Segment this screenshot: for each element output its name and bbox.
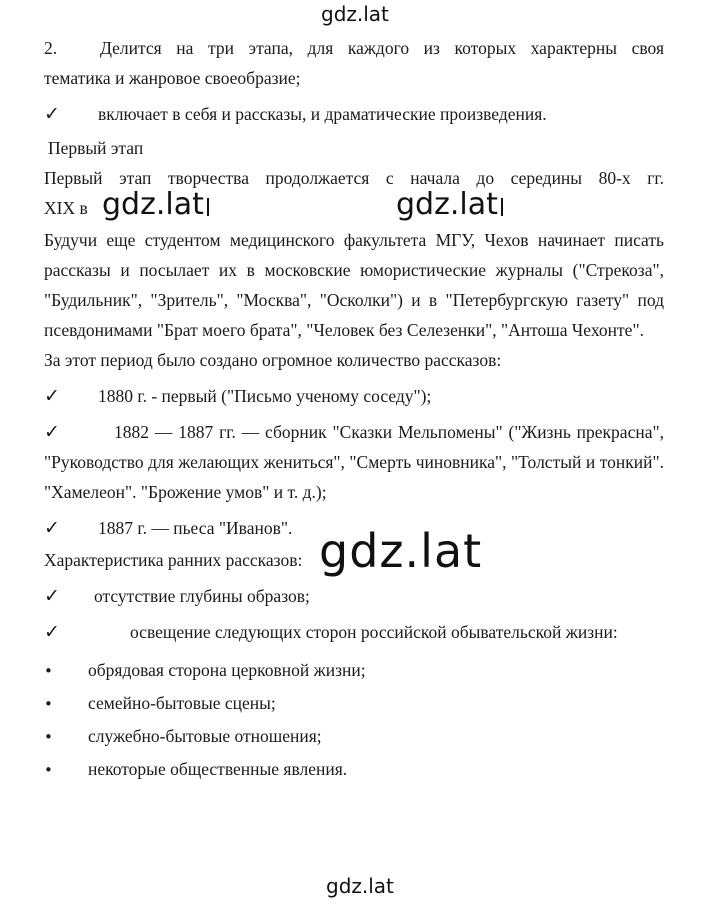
life-aspect-2 bbox=[44, 688, 664, 719]
stage-intro-line-2: XIX в bbox=[44, 198, 88, 218]
watermark-top: gdz.lat bbox=[321, 2, 389, 26]
includes-text: включает в себя и рассказы, и драматические произведения. bbox=[98, 104, 547, 124]
work-item-3 bbox=[44, 513, 664, 543]
check-mark-icon: ✓ bbox=[44, 421, 60, 443]
document-body bbox=[44, 33, 664, 785]
includes-row bbox=[44, 99, 664, 129]
work-item-text: 1882 — 1887 гг. — сборник "Сказки Мельпомены" ("Жизнь прекрасна", "Руководство для желающих жениться", "Смерть чиновника", "Толстый и тонкий". "Хамелеон". "Брожение умов" и т. д.); bbox=[44, 422, 664, 502]
watermark-text: gdz.lat bbox=[396, 187, 498, 222]
period-intro: За этот период было создано огромное количество рассказов: bbox=[44, 350, 502, 370]
watermark-bottom: gdz.lat bbox=[326, 874, 394, 898]
life-aspect-3 bbox=[44, 721, 664, 752]
check-mark-icon: ✓ bbox=[44, 585, 60, 607]
student-paragraph: Будучи еще студентом медицинского факультета МГУ, Чехов начинает писать рассказы и посылает их в московские юмористические журналы ("Стрекоза", "Будильник", "Зритель", "Москва", "Осколки") и в "Петербургскую газету" под псевдонимами "Брат моего брата", "Человек без Селезенки", "Антоша Чехонте". bbox=[44, 230, 664, 340]
life-aspect-text: служебно-бытовые отношения; bbox=[88, 726, 322, 746]
work-item-1 bbox=[44, 381, 664, 411]
life-aspect-text: некоторые общественные явления. bbox=[88, 759, 348, 779]
watermark-text: gdz.lat bbox=[102, 187, 204, 222]
bullet-icon: • bbox=[44, 728, 53, 746]
item-2-text: Делится на три этапа, для каждого из которых характерны своя bbox=[100, 38, 664, 58]
early-trait-text: освещение следующих сторон российской обывательской жизни: bbox=[130, 622, 618, 642]
work-item-text: 1880 г. - первый ("Письмо ученому соседу"); bbox=[98, 386, 432, 406]
item-number: 2. bbox=[44, 38, 58, 58]
check-mark-icon: ✓ bbox=[44, 621, 60, 643]
life-aspect-text: обрядовая сторона церковной жизни; bbox=[88, 660, 366, 680]
item-2-line-2: тематика и жанровое своеобразие; bbox=[44, 68, 301, 88]
check-mark-icon: ✓ bbox=[44, 517, 60, 539]
life-aspect-1 bbox=[44, 655, 664, 686]
early-heading: Характеристика ранних рассказов: bbox=[44, 550, 303, 570]
check-mark-icon: ✓ bbox=[44, 385, 60, 407]
early-trait-2 bbox=[44, 617, 664, 647]
bullet-icon: • bbox=[44, 695, 53, 713]
life-aspect-text: семейно-бытовые сцены; bbox=[88, 693, 276, 713]
check-mark-icon: ✓ bbox=[44, 103, 60, 125]
early-trait-1 bbox=[44, 581, 664, 611]
work-item-text: 1887 г. — пьеса "Иванов". bbox=[98, 518, 293, 538]
bullet-icon: • bbox=[44, 662, 53, 680]
stage-intro-line-1: Первый этап творчества продолжается с начала до середины 80-х гг. bbox=[44, 168, 664, 188]
item-2-line-1 bbox=[44, 33, 664, 63]
early-trait-text: отсутствие глубины образов; bbox=[94, 586, 310, 606]
bullet-icon: • bbox=[44, 761, 53, 779]
stage-heading: Первый этап bbox=[48, 138, 144, 158]
work-item-2 bbox=[44, 417, 664, 507]
watermark-center: gdz.lat bbox=[319, 524, 483, 578]
life-aspect-4 bbox=[44, 754, 664, 785]
